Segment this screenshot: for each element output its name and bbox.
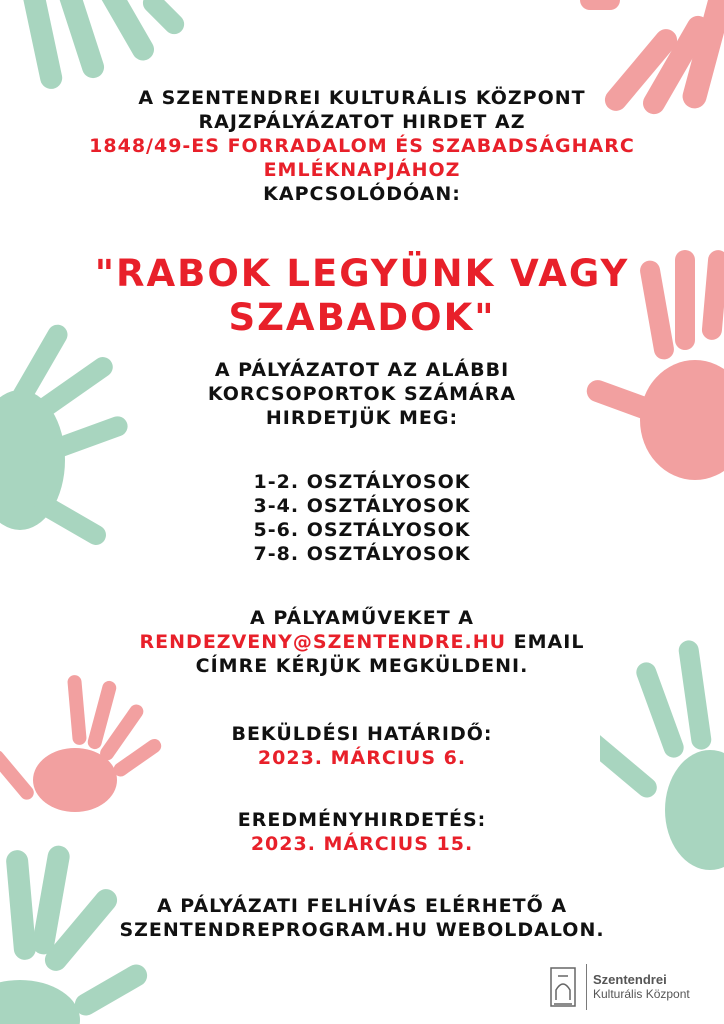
- intro-block: [0, 86, 724, 206]
- logo-line-1: Szentendrei: [593, 972, 667, 987]
- group-item: 3-4. OSZTÁLYOSOK: [253, 495, 471, 517]
- group-item: 7-8. OSZTÁLYOSOK: [253, 543, 471, 565]
- audience-block: [0, 358, 724, 430]
- deadline-block: [0, 722, 724, 770]
- logo-divider: [586, 964, 587, 1010]
- audience-line-1: A PÁLYÁZATOT AZ ALÁBBI: [214, 359, 510, 381]
- skk-logo: [548, 960, 718, 1014]
- footer-block: [0, 894, 724, 942]
- footer-line-1: A PÁLYÁZATI FELHÍVÁS ELÉRHETŐ A: [156, 895, 568, 917]
- submission-line-2: [0, 630, 724, 654]
- deadline-date: 2023. MÁRCIUS 6.: [257, 747, 467, 769]
- logo-line-2: Kulturális Központ: [593, 987, 690, 1001]
- submission-line-1: A PÁLYAMŰVEKET A: [250, 607, 474, 629]
- footer-line-2: SZENTENDREPROGRAM.HU WEBOLDALON.: [119, 919, 605, 941]
- audience-line-2: KORCSOPORTOK SZÁMÁRA: [207, 383, 517, 405]
- deadline-label: BEKÜLDÉSI HATÁRIDŐ:: [231, 723, 493, 745]
- groups-list: [0, 470, 724, 566]
- intro-line-3: 1848/49-ES FORRADALOM ÉS SZABADSÁGHARC: [89, 135, 635, 157]
- intro-line-5: KAPCSOLÓDÓAN:: [263, 183, 461, 205]
- logo-text: [593, 972, 690, 1002]
- logo-mark-icon: [548, 964, 578, 1010]
- submission-line-3: CÍMRE KÉRJÜK MEGKÜLDENI.: [195, 655, 529, 677]
- title-line-1: "RABOK LEGYÜNK VAGY: [94, 252, 630, 295]
- audience-line-3: HIRDETJÜK MEG:: [265, 407, 459, 429]
- email-suffix: EMAIL: [506, 631, 585, 653]
- intro-line-4: EMLÉKNAPJÁHOZ: [263, 159, 461, 181]
- title-block: [0, 252, 724, 340]
- submission-block: [0, 606, 724, 678]
- intro-line-2: RAJZPÁLYÁZATOT HIRDET AZ: [198, 111, 526, 133]
- results-date: 2023. MÁRCIUS 15.: [250, 833, 474, 855]
- intro-line-1: A SZENTENDREI KULTURÁLIS KÖZPONT: [138, 87, 586, 109]
- group-item: 5-6. OSZTÁLYOSOK: [253, 519, 471, 541]
- group-item: 1-2. OSZTÁLYOSOK: [253, 471, 471, 493]
- results-block: [0, 808, 724, 856]
- title-line-2: SZABADOK": [228, 296, 496, 339]
- email-link[interactable]: RENDEZVENY@SZENTENDRE.HU: [139, 631, 507, 653]
- results-label: EREDMÉNYHIRDETÉS:: [237, 809, 487, 831]
